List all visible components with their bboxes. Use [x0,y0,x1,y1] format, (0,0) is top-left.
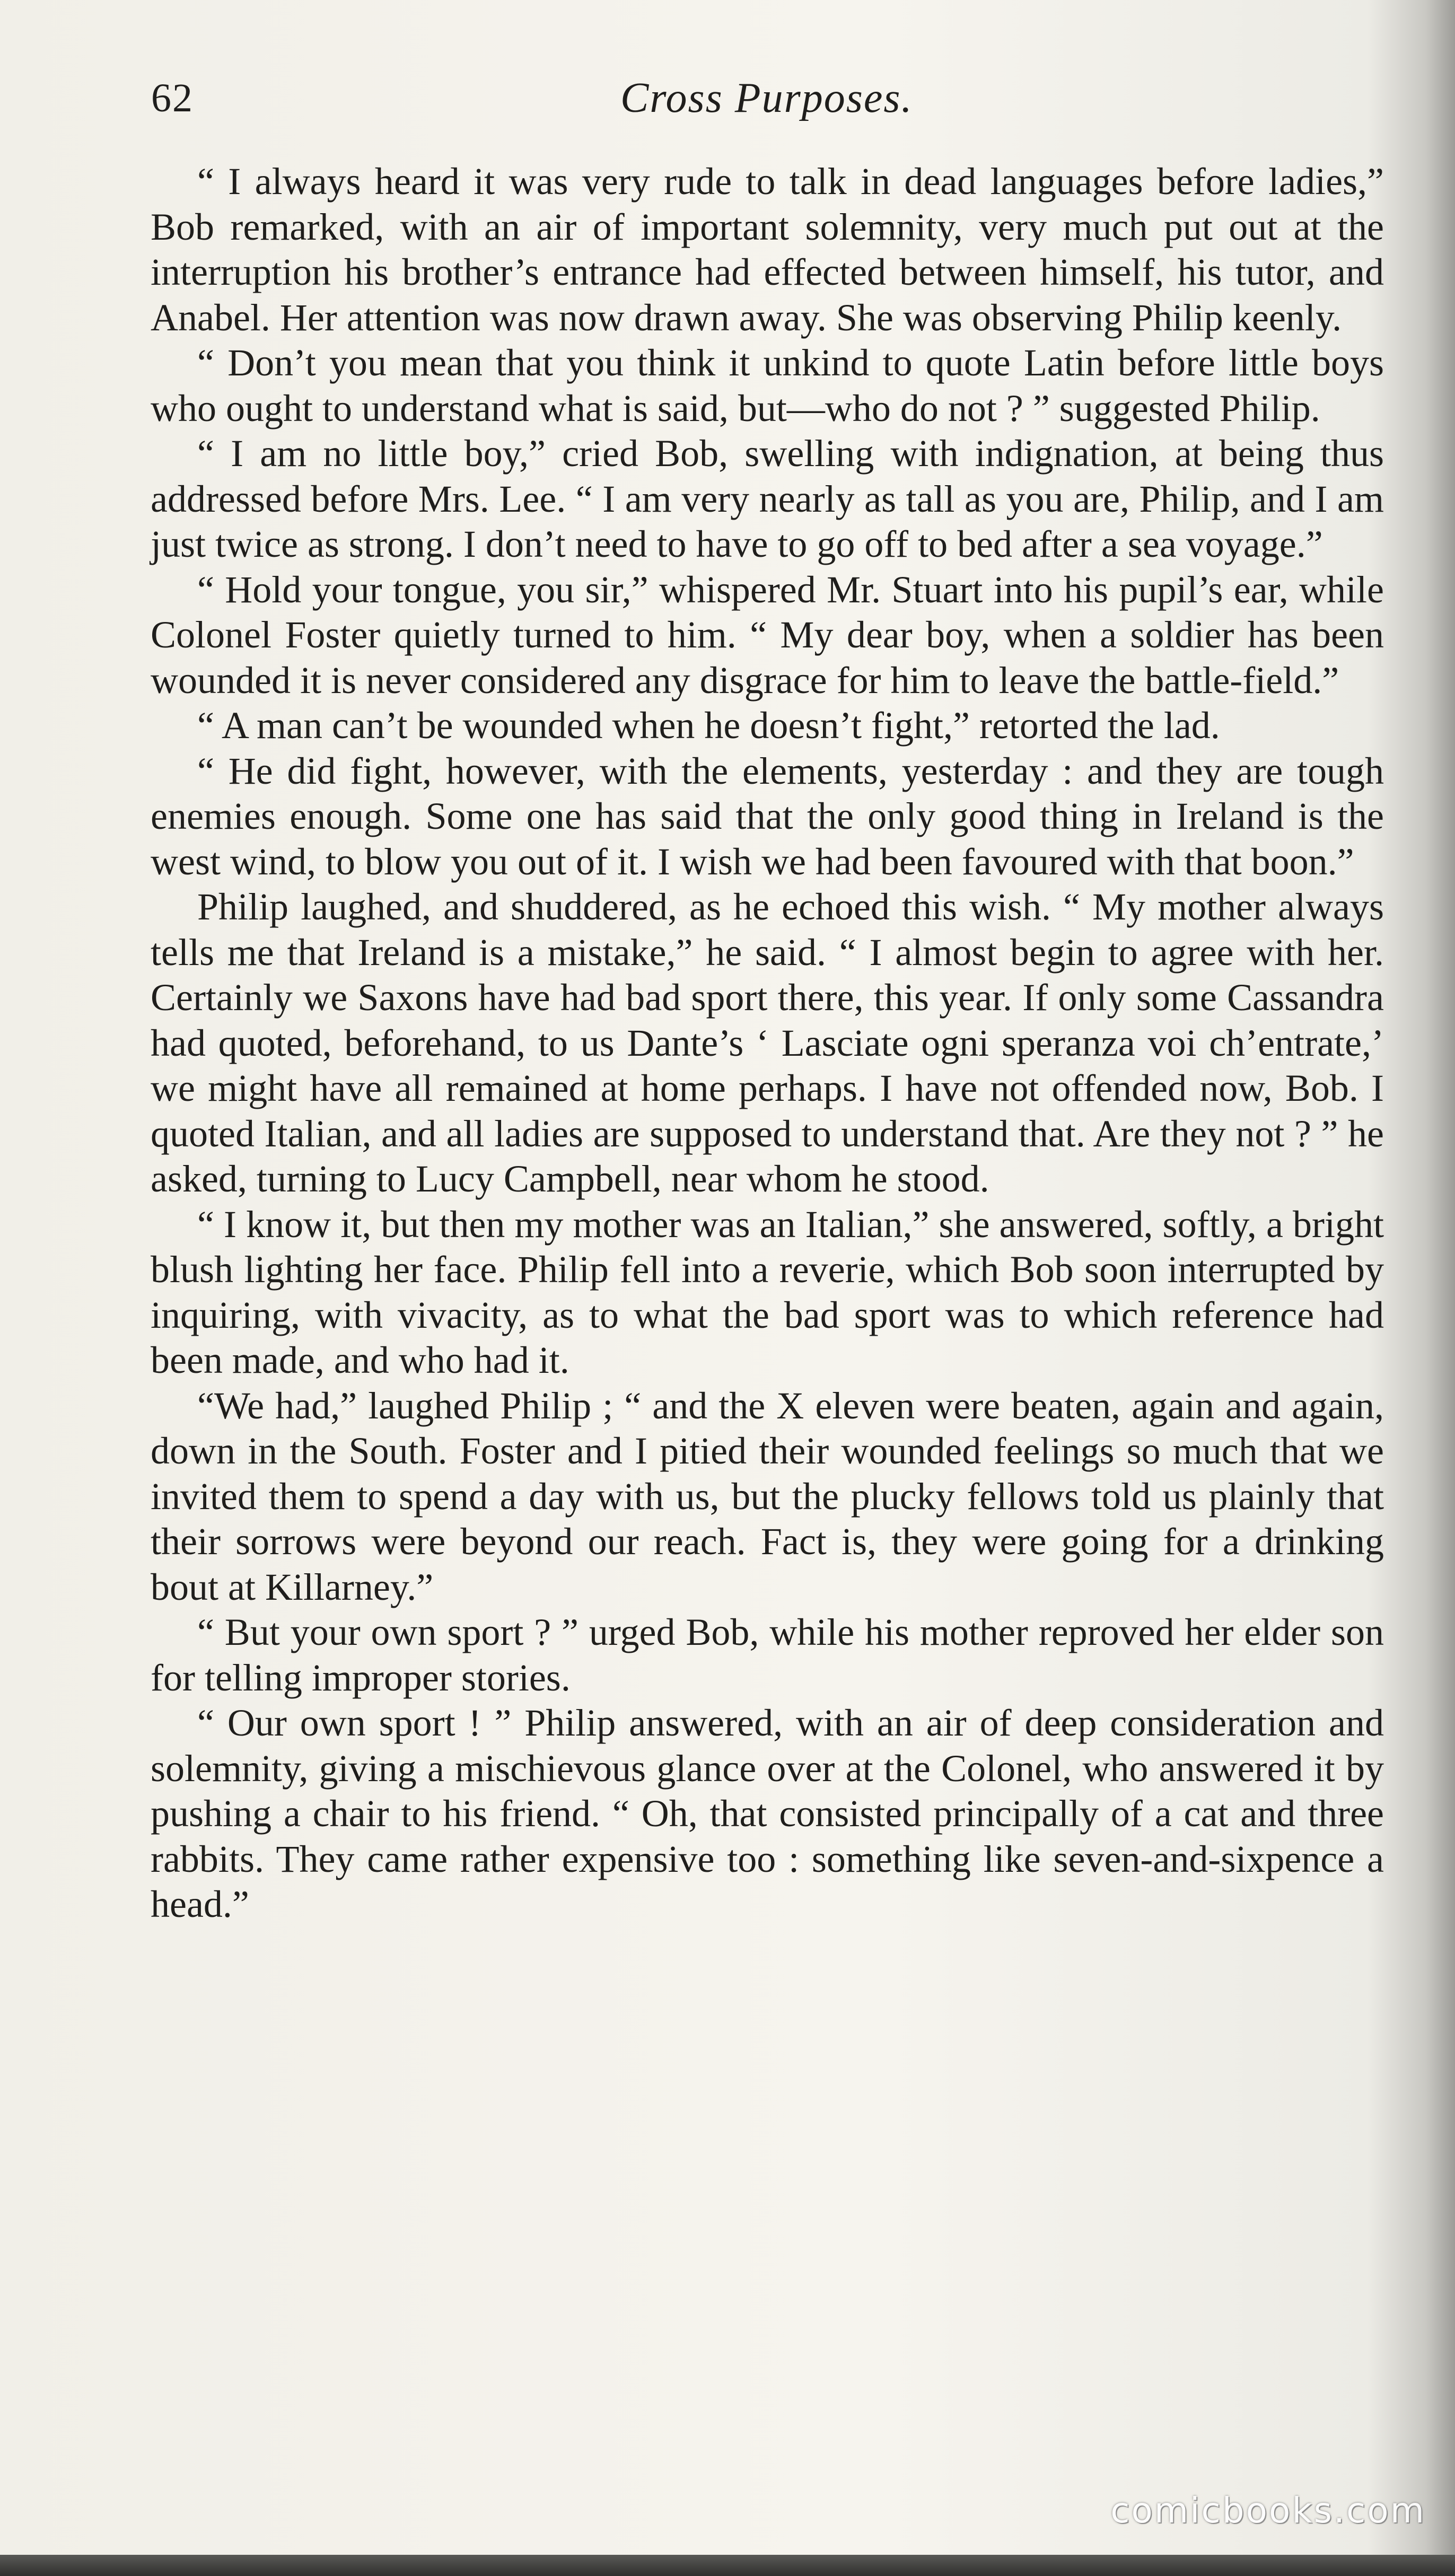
watermark: comicbooks.com [1110,2490,1426,2531]
body-text [151,159,1384,1927]
paragraph: “We had,” laughed Philip ; “ and the X eleven were beaten, again and again, down in the South. Foster and I pitied their wounded feelings so much that we invited them to spend a day with us, but the plucky fellows told us plainly that their sorrows were beyond our reach. Fact is, they were going for a drinking bout at Killarney.” [151,1384,1384,1608]
paragraph: “ Hold your tongue, you sir,” whispered Mr. Stuart into his pupil’s ear, while Colonel Foster quietly turned to him. “ My dear boy, when a soldier has been wounded it is never considered any disgrace for him to leave the battle-field.” [151,568,1384,702]
paragraph: “ A man can’t be wounded when he doesn’t fight,” retorted the lad. [197,704,1220,747]
paragraph: “ Don’t you mean that you think it unkind to quote Latin before little boys who ought to understand what is said, but—who do not ? ” suggested Philip. [151,341,1384,430]
paragraph: “ I know it, but then my mother was an Italian,” she answered, softly, a bright blush lighting her face. Philip fell into a reverie, which Bob soon interrupted by inquiring, with vivacity, as to what the bad sport was to which reference had been made, and who had it. [151,1203,1384,1381]
page-number: 62 [151,76,194,120]
paragraph: “ But your own sport ? ” urged Bob, while his mother reproved her elder son for telling improper stories. [151,1611,1384,1699]
paragraph: “ He did fight, however, with the elements, yesterday : and they are tough enemies enough. Some one has said that the only good thing in Ireland is the west wind, to blow you out of it. I wish we had been favoured with that boon.” [151,749,1384,883]
paragraph: Philip laughed, and shuddered, as he echoed this wish. “ My mother always tells me that Ireland is a mistake,” he said. “ I almost begin to agree with her. Certainly we Saxons have had bad sport there, this year. If only some Cassandra had quoted, beforehand, to us Dante’s ‘ Lasciate ogni speranza voi ch’entrate,’ we might have all remained at home perhaps. I have not offended now, Bob. I quoted Italian, and all ladies are supposed to understand that. Are they not ? ” he asked, turning to Lucy Campbell, near whom he stood. [151,886,1384,1200]
paragraph: “ Our own sport ! ” Philip answered, with an air of deep consideration and solemnity, giving a mischievous glance over at the Colonel, who answered it by pushing a chair to his friend. “ Oh, that consisted principally of a cat and three rabbits. They came rather expensive too : something like seven-and-sixpence a head.” [151,1702,1384,1925]
paragraph: “ I always heard it was very rude to talk in dead languages before ladies,” Bob remarked, with an air of important solemnity, very much put out at the interruption his brother’s entrance had effected between himself, his tutor, and Anabel. Her attention was now drawn away. She was observing Philip keenly. [151,160,1384,339]
running-title: Cross Purposes. [620,75,913,121]
scan-bottom-edge [0,2555,1455,2576]
page-header [0,69,1455,127]
paragraph: “ I am no little boy,” cried Bob, swelling with indignation, at being thus addressed before Mrs. Lee. “ I am very nearly as tall as you are, Philip, and I am just twice as strong. I don’t need to have to go off to bed after a sea voyage.” [151,432,1384,565]
